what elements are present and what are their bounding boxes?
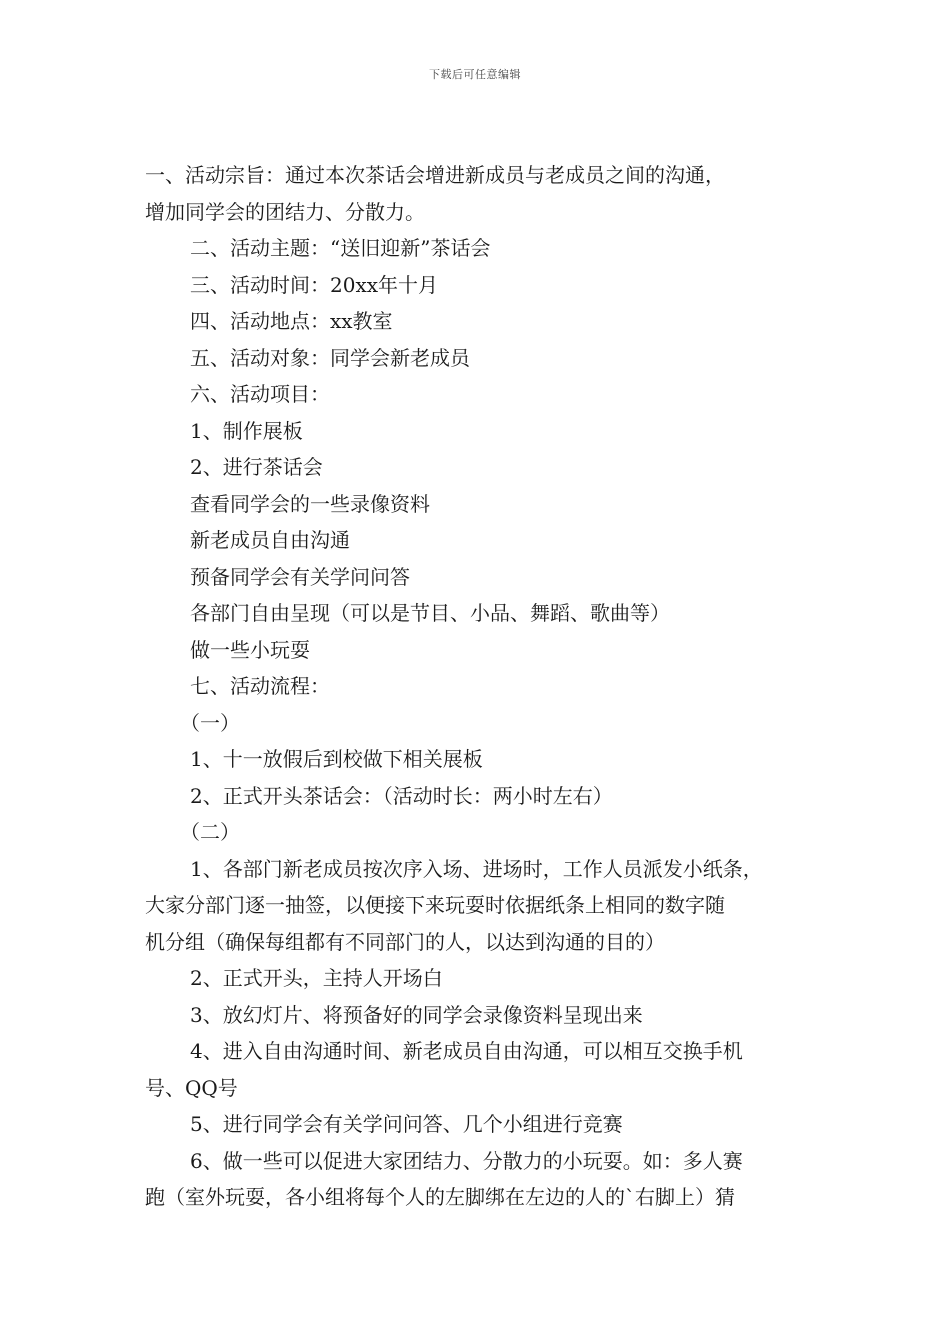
text-line: 3、放幻灯片、将预备好的同学会录像资料呈现出来: [190, 1002, 643, 1027]
text-line: 2、进行茶话会: [190, 455, 323, 479]
text-line: 做一些小玩耍: [190, 637, 310, 662]
text-line: 七、活动流程：: [190, 674, 330, 698]
text-line: 机分组（确保每组都有不同部门的人，以达到沟通的目的）: [145, 929, 665, 954]
text-line: 号、QQ号: [145, 1075, 238, 1100]
page-header: 下载后可任意编辑: [429, 68, 521, 81]
document-body: [145, 157, 835, 1216]
text-line: 六、活动项目：: [190, 382, 330, 406]
text-line: 5、进行同学会有关学问问答、几个小组进行竞赛: [190, 1112, 623, 1136]
text-line: 1、各部门新老成员按次序入场、进场时，工作人员派发小纸条，: [190, 856, 763, 881]
text-line: 五、活动对象：同学会新老成员: [190, 345, 470, 370]
text-line: 跑（室外玩耍，各小组将每个人的左脚绑在左边的人的`右脚上）猜: [145, 1185, 735, 1209]
text-line: 1、制作展板: [190, 418, 303, 443]
text-line: 1、十一放假后到校做下相关展板: [190, 747, 483, 771]
text-line: 二、活动主题：“送旧迎新”茶话会: [190, 236, 491, 260]
text-line: 增加同学会的团结力、分散力。: [145, 199, 425, 224]
text-line: 4、进入自由沟通时间、新老成员自由沟通，可以相互交换手机: [190, 1039, 743, 1063]
text-line: 一、活动宗旨：通过本次茶话会增进新成员与老成员之间的沟通，: [145, 163, 725, 187]
text-line: 大家分部门逐一抽签，以便接下来玩耍时依据纸条上相同的数字随: [145, 893, 725, 917]
text-line: 四、活动地点：xx教室: [190, 309, 393, 333]
text-line: 预备同学会有关学问问答: [190, 564, 410, 589]
text-line: 新老成员自由沟通: [190, 528, 350, 552]
text-line: 6、做一些可以促进大家团结力、分散力的小玩耍。如：多人赛: [190, 1148, 743, 1173]
text-line: （一）: [180, 710, 240, 735]
text-line: 查看同学会的一些录像资料: [190, 491, 430, 516]
text-line: 各部门自由呈现（可以是节目、小品、舞蹈、歌曲等）: [190, 601, 670, 625]
text-line: 2、正式开头，主持人开场白: [190, 966, 443, 990]
text-line: 2、正式开头茶话会：（活动时长：两小时左右）: [190, 783, 613, 808]
text-line: 三、活动时间：20xx年十月: [190, 272, 439, 297]
text-line: （二）: [180, 820, 240, 844]
